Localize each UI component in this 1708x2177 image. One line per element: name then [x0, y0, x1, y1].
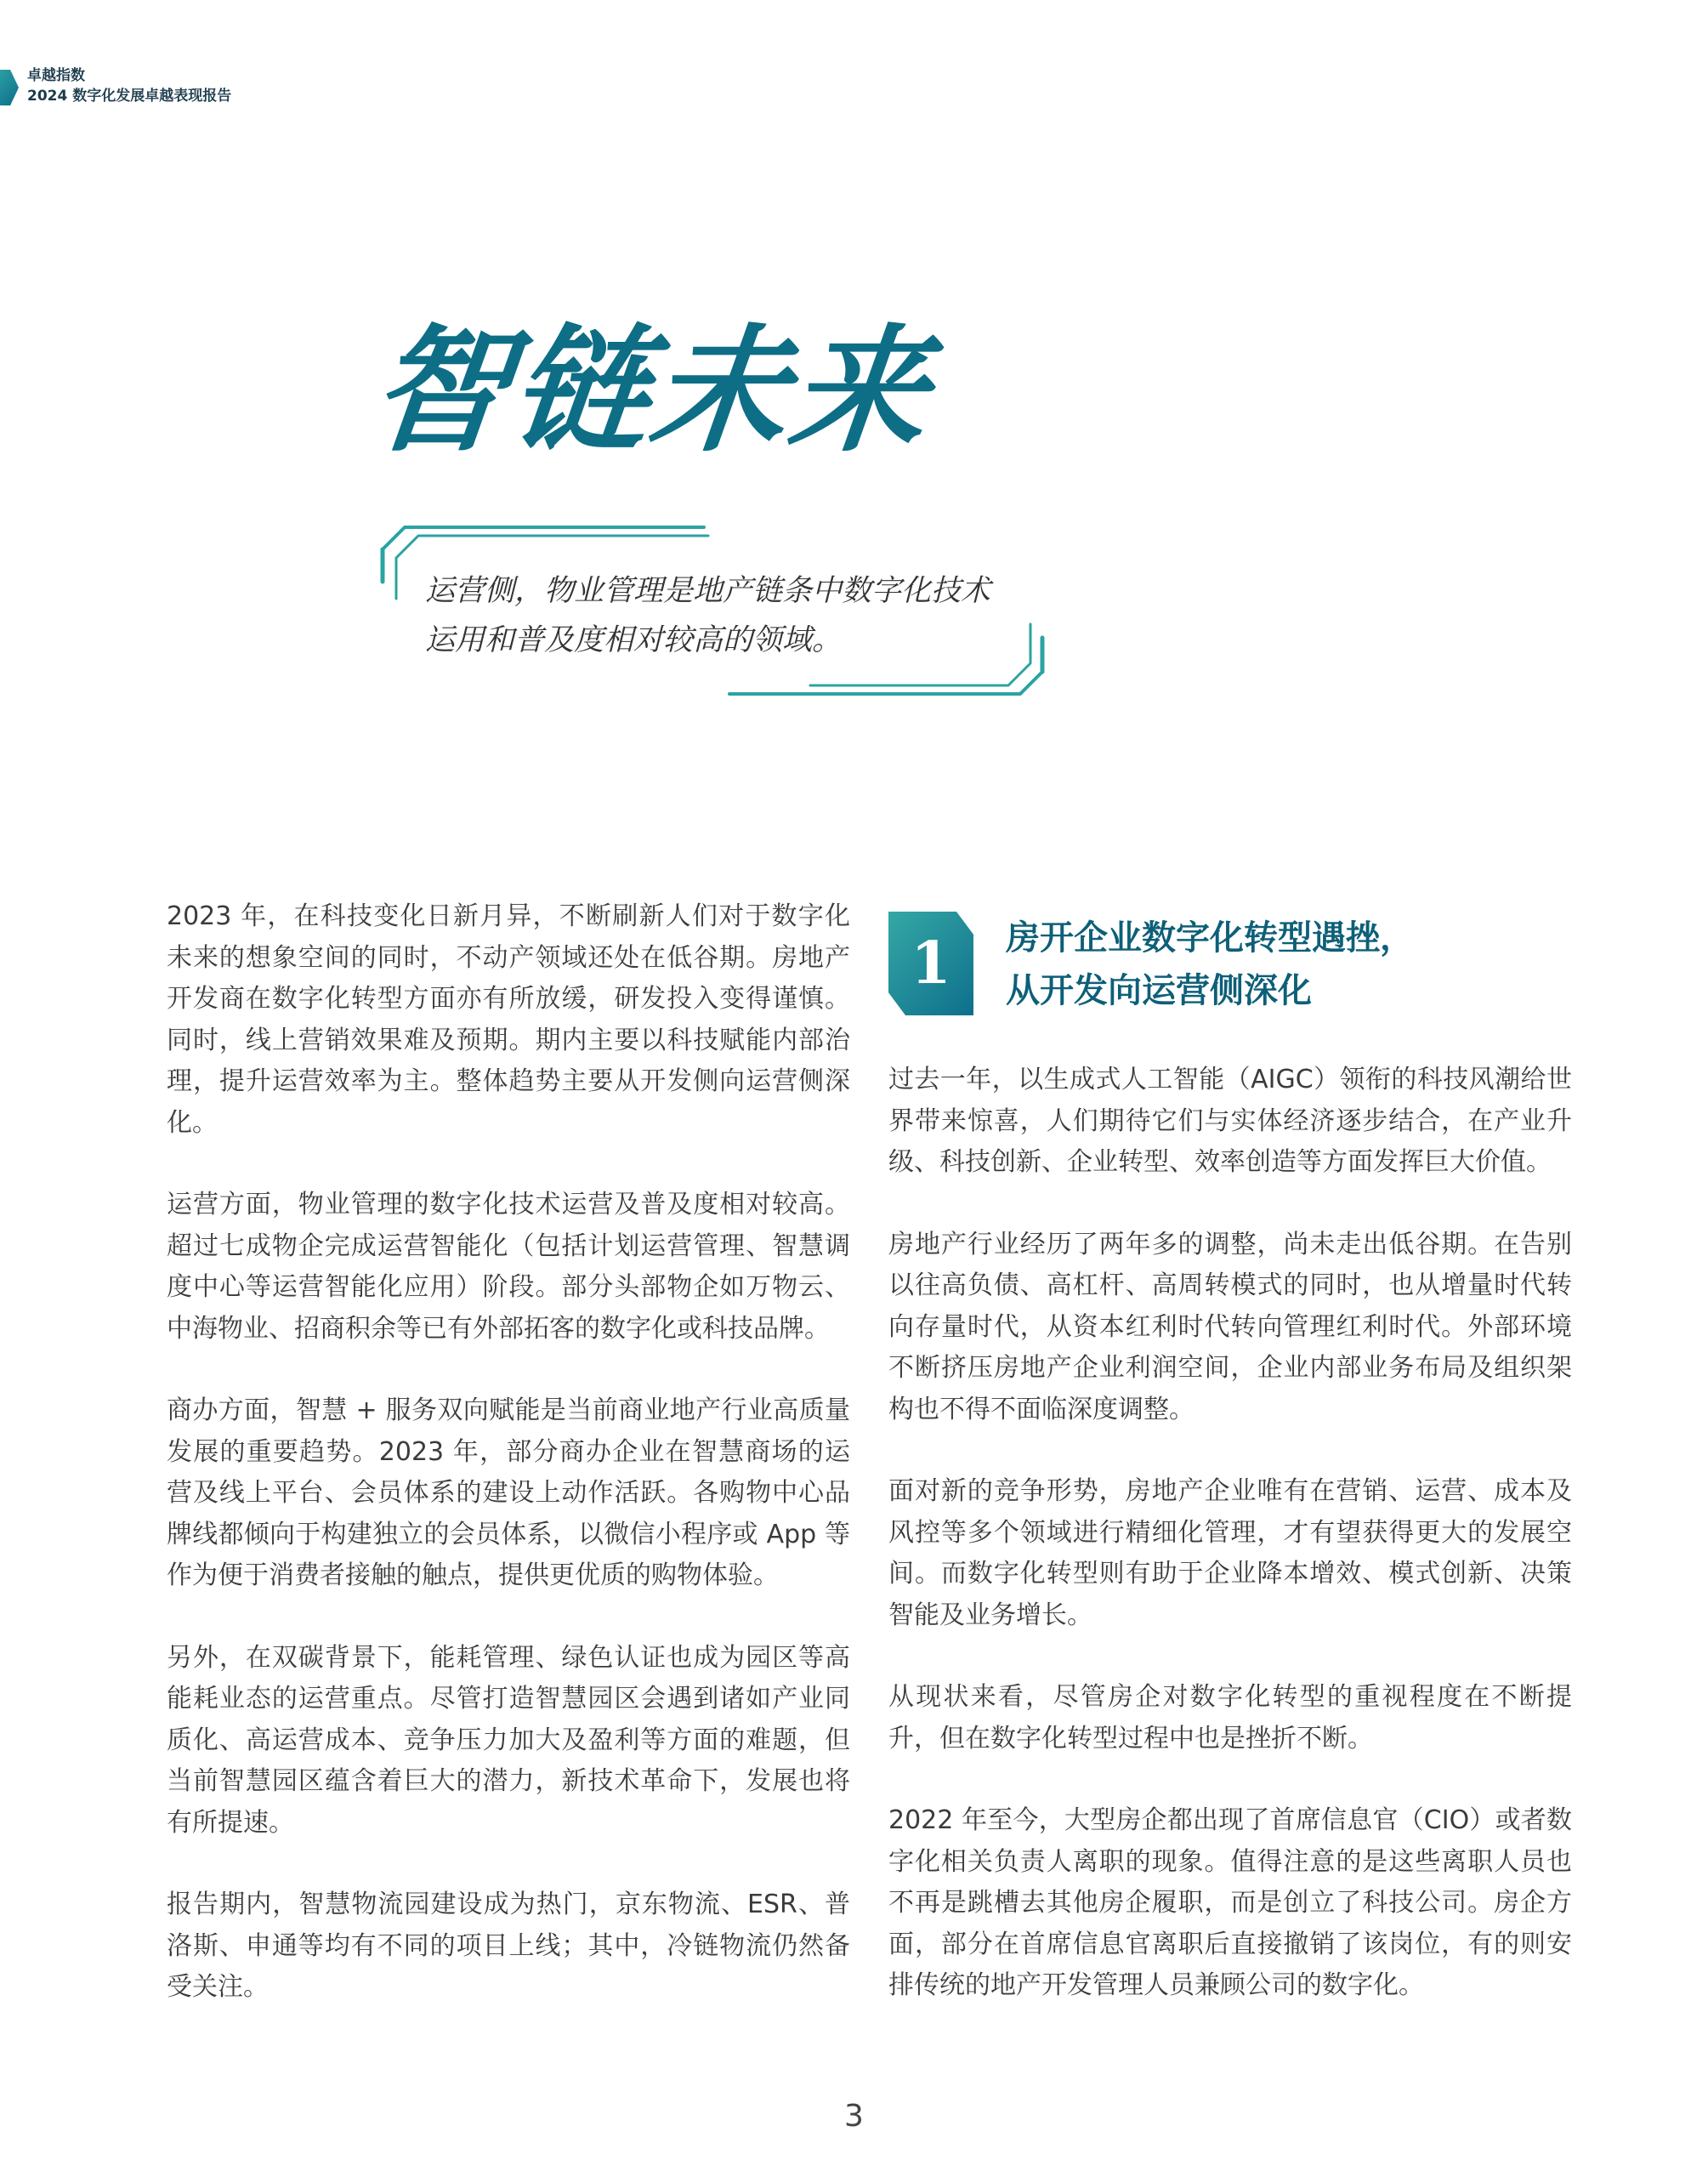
right-paragraph-1: 过去一年，以生成式人工智能（AIGC）领衔的科技风潮给世界带来惊喜，人们期待它们与实体经济逐步结合，在产业升级、科技创新、企业转型、效率创造等方面发挥巨大价值。	[888, 1065, 1572, 1177]
header-report-title: 2024 数字化发展卓越表现报告	[27, 88, 232, 105]
pull-quote-line-2: 运用和普及度相对较高的领域。	[425, 623, 843, 657]
right-paragraph-5: 2022 年至今，大型房企都出现了首席信息官（CIO）或者数字化相关负责人离职的现象。值得注意的是这些离职人员也不再是跳槽去其他房企履职，而是创立了科技公司。房企方面，部分在首席信息官离职后直接撤销了该岗位，有的则安排传统的地产开发管理人员兼顾公司的数字化。	[888, 1805, 1572, 2000]
pull-quote	[425, 566, 1037, 665]
pull-quote-line-1: 运营侧，物业管理是地产链条中数字化技术	[425, 574, 991, 608]
section-heading-line-1: 房开企业数字化转型遇挫，	[1006, 918, 1414, 958]
left-paragraph-1: 2023 年，在科技变化日新月异，不断刷新人们对于数字化未来的想象空间的同时，不动产领域还处在低谷期。房地产开发商在数字化转型方面亦有所放缓，研发投入变得谨慎。同时，线上营销效果难及预期。期内主要以科技赋能内部治理，提升运营效率为主。整体趋势主要从开发侧向运营侧深化。	[167, 901, 850, 1138]
page-number: 3	[844, 2099, 864, 2134]
right-paragraph-2: 房地产行业经历了两年多的调整，尚未走出低谷期。在告别以往高负债、高杠杆、高周转模式的同时，也从增量时代转向存量时代，从资本红利时代转向管理红利时代。外部环境不断挤压房地产企业利润空间，企业内部业务布局及组织架构也不得不面临深度调整。	[888, 1229, 1572, 1424]
left-paragraph-5: 报告期内，智慧物流园建设成为热门，京东物流、ESR、普洛斯、申通等均有不同的项目上线；其中，冷链物流仍然备受关注。	[167, 1890, 850, 2002]
section-heading-line-2: 从开发向运营侧深化	[1006, 971, 1312, 1010]
left-column	[167, 896, 850, 2049]
header-brand: 卓越指数	[27, 67, 85, 84]
right-paragraph-4: 从现状来看，尽管房企对数字化转型的重视程度在不断提升，但在数字化转型过程中也是挫折不断。	[888, 1682, 1572, 1754]
page-title: 智链未来	[364, 311, 939, 470]
right-paragraph-3: 面对新的竞争形势，房地产企业唯有在营销、运营、成本及风控等多个领域进行精细化管理，才有望获得更大的发展空间。而数字化转型则有助于企业降本增效、模式创新、决策智能及业务增长。	[888, 1476, 1572, 1630]
right-column	[888, 1060, 1572, 2048]
section-number: 1	[911, 929, 951, 998]
header-chevron-icon	[0, 70, 19, 105]
left-paragraph-2: 运营方面，物业管理的数字化技术运营及普及度相对较高。超过七成物企完成运营智能化（包括计划运营管理、智慧调度中心等运营智能化应用）阶段。部分头部物企如万物云、中海物业、招商积余等已有外部拓客的数字化或科技品牌。	[167, 1190, 850, 1344]
section-heading	[1006, 912, 1584, 1017]
left-paragraph-3: 商办方面，智慧 + 服务双向赋能是当前商业地产行业高质量发展的重要趋势。2023 年，部分商办企业在智慧商场的运营及线上平台、会员体系的建设上动作活跃。各购物中心品牌线都倾向于构建独立的会员体系，以微信小程序或 App 等作为便于消费者接触的触点，提供更优质的购物体验。	[167, 1395, 850, 1590]
left-paragraph-4: 另外，在双碳背景下，能耗管理、绿色认证也成为园区等高能耗业态的运营重点。尽管打造智慧园区会遇到诸如产业同质化、高运营成本、竞争压力加大及盈利等方面的难题，但当前智慧园区蕴含着巨大的潜力，新技术革命下，发展也将有所提速。	[167, 1642, 850, 1838]
